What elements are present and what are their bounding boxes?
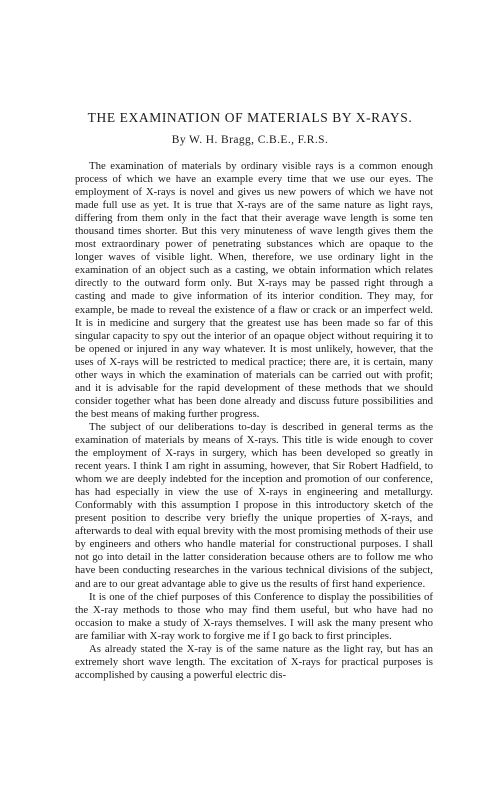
article-byline: By W. H. Bragg, C.B.E., F.R.S. [171,134,329,146]
paragraph-3: It is one of the chief purposes of this Conference to display the possibilities of the X-ray methods to those who may find them useful, but who have had no occasion to make a study of X-rays themselves. I will ask the many present who are familiar with X-ray work to forgive me if I go back to first principles. [75,590,433,642]
paragraph-1: The examination of materials by ordinary visible rays is a common enough process of which we have an example every time that we use our eyes. The employment of X-rays is novel and gives us new powers of which we have not made full use as yet. It is true that X-rays are of the same nature as light rays, differing from them only in the fact that their average wave length is some ten thousand times shorter. But this very minuteness of wave length gives them the most extraordinary power of penetrating substances which are opaque to the longer waves of visible light. When, therefore, we use ordinary light in the examination of an object such as a casting, we obtain information which relates directly to the outward form only. But X-rays may be passed right through a casting and made to give information of its interior condition. They may, for example, be made to reveal the existence of a flaw or crack or an imperfect weld. It is in medicine and surgery that the greatest use has been made so far of this singular capacity to spy out the interior of an opaque object without requiring it to be opened or injured in any way whatever. It is most unlikely, however, that the uses of X-rays will be restricted to medical practice; there are, it is certain, many other ways in which the examination of materials can be carried out with profit; and it is advisable for the rapid development of these methods that we should consider together what has been done already and discuss future possibilities and the best means of making further progress. [75,160,433,420]
article-body [75,160,433,682]
paragraph-4: As already stated the X-ray is of the same nature as the light ray, but has an extremely short wave length. The excitation of X-rays for practical purposes is accomplished by causing a powerful electric dis- [75,642,433,681]
paragraph-2: The subject of our deliberations to-day is described in general terms as the examination of materials by means of X-rays. This title is wide enough to cover the employment of X-rays in surgery, which has been developed so greatly in recent years. I think I am right in assuming, however, that Sir Robert Hadfield, to whom we are deeply indebted for the inception and promotion of our conference, has had especially in view the use of X-rays in engineering and metallurgy. Conformably with this assumption I propose in this introductory sketch of the present position to describe very briefly the unique properties of X-rays, and afterwards to deal with equal brevity with the most promising methods of their use by engineers and others who handle material for constructional purposes. I shall not go into detail in the latter consideration because others are to follow me who have been conducting researches in the various technical divisions of the subject, and are to our great advantage able to give us the results of first hand experience. [75,420,433,590]
article-title: THE EXAMINATION OF MATERIALS BY X-RAYS. [87,110,413,125]
